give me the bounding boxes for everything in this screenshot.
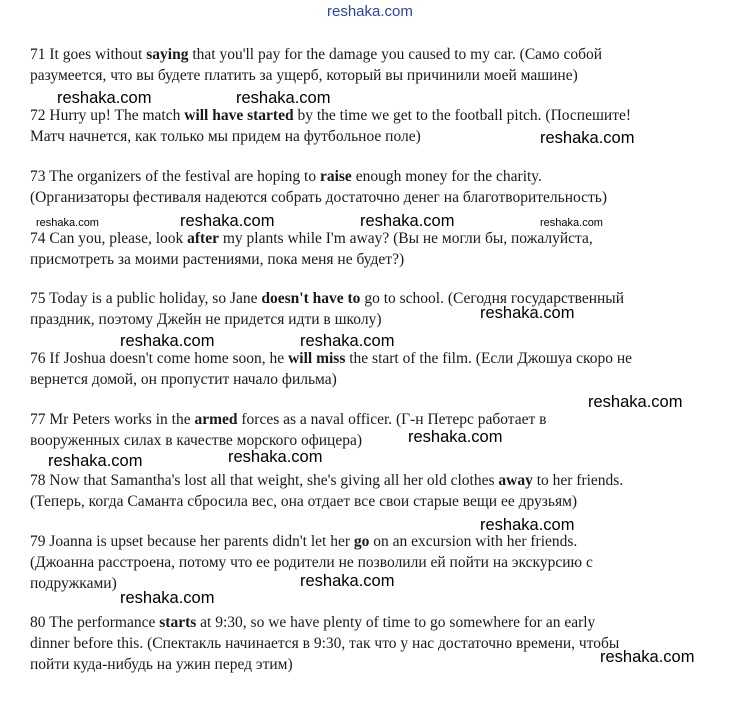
item-line: 75 Today is a public holiday, so Jane doesn't have to go to school. (Сегодня государственный (30, 290, 624, 307)
item-76 (30, 348, 720, 390)
item-73 (30, 166, 720, 208)
item-line: 77 Mr Peters works in the armed forces as a naval officer. (Г-н Петерс работает в (30, 411, 547, 428)
watermark: reshaka.com (228, 448, 323, 466)
answer-word: away (498, 472, 533, 489)
watermark: reshaka.com (120, 332, 215, 350)
watermark[interactable]: reshaka.com (327, 3, 413, 20)
item-77 (30, 409, 720, 451)
item-translation: пойти куда-нибудь на ужин перед этим) (30, 656, 293, 673)
answer-word: starts (159, 614, 197, 631)
watermark: reshaka.com (180, 212, 275, 230)
answer-word: go (353, 533, 370, 550)
answer-word: saying (146, 46, 189, 63)
item-71 (30, 44, 720, 86)
item-translation: подружками) (30, 575, 117, 592)
item-line: 72 Hurry up! The match will have started by the time we get to the football pitch. (Поспешите! (30, 107, 632, 124)
watermark: reshaka.com (120, 589, 215, 607)
watermark: reshaka.com (36, 217, 99, 229)
watermark: reshaka.com (300, 572, 395, 590)
item-line: 74 Can you, please, look after my plants while I'm away? (Вы не могли бы, пожалуйста, (30, 230, 593, 247)
answer-word: after (187, 230, 219, 247)
item-translation: (Джоанна расстроена, потому что ее родители не позволили ей пойти на экскурсию с (30, 554, 593, 571)
watermark: reshaka.com (480, 304, 575, 322)
item-line: 73 The organizers of the festival are hoping to raise enough money for the charity. (30, 168, 542, 185)
item-line: 78 Now that Samantha's lost all that weight, she's giving all her old clothes away to her friends. (30, 472, 624, 489)
watermark: reshaka.com (236, 89, 331, 107)
item-translation: (Организаторы фестиваля надеются собрать достаточно денег на благотворительность) (30, 189, 608, 206)
watermark: reshaka.com (360, 212, 455, 230)
item-line: 79 Joanna is upset because her parents didn't let her go on an excursion with her friends. (30, 533, 578, 550)
watermark: reshaka.com (48, 452, 143, 470)
item-translation: вооруженных силах в качестве морского офицера) (30, 432, 363, 449)
item-78 (30, 470, 720, 512)
answer-word: will have started (184, 107, 294, 124)
item-translation: dinner before this. (Спектакль начинается в 9:30, так что у нас достаточно времени, чтобы (30, 635, 620, 652)
answer-word: will miss (288, 350, 346, 367)
answer-word: doesn't have to (261, 290, 361, 307)
item-translation: праздник, поэтому Джейн не придется идти в школу) (30, 311, 382, 328)
item-translation: разумеется, что вы будете платить за ущерб, который вы причинили моей машине) (30, 67, 578, 84)
watermark: reshaka.com (540, 217, 603, 229)
watermark: reshaka.com (600, 648, 695, 666)
item-74 (30, 228, 720, 270)
item-translation: Матч начнется, как только мы придем на футбольное поле) (30, 128, 421, 145)
item-translation: (Теперь, когда Саманта сбросила вес, она отдает все свои старые вещи ее друзьям) (30, 493, 578, 510)
watermark: reshaka.com (57, 89, 152, 107)
item-translation: присмотреть за моими растениями, пока меня не будет?) (30, 251, 405, 268)
watermark: reshaka.com (588, 393, 683, 411)
watermark: reshaka.com (408, 428, 503, 446)
answer-word: armed (194, 411, 238, 428)
item-translation: вернется домой, он пропустит начало фильма) (30, 371, 337, 388)
watermark: reshaka.com (540, 129, 635, 147)
watermark: reshaka.com (480, 516, 575, 534)
item-75 (30, 288, 720, 330)
watermark: reshaka.com (300, 332, 395, 350)
answer-word: raise (319, 168, 352, 185)
item-line: 76 If Joshua doesn't come home soon, he will miss the start of the film. (Если Джошуа скоро не (30, 350, 633, 367)
item-line: 80 The performance starts at 9:30, so we have plenty of time to go somewhere for an early (30, 614, 596, 631)
item-line: 71 It goes without saying that you'll pay for the damage you caused to my car. (Само собой (30, 46, 603, 63)
